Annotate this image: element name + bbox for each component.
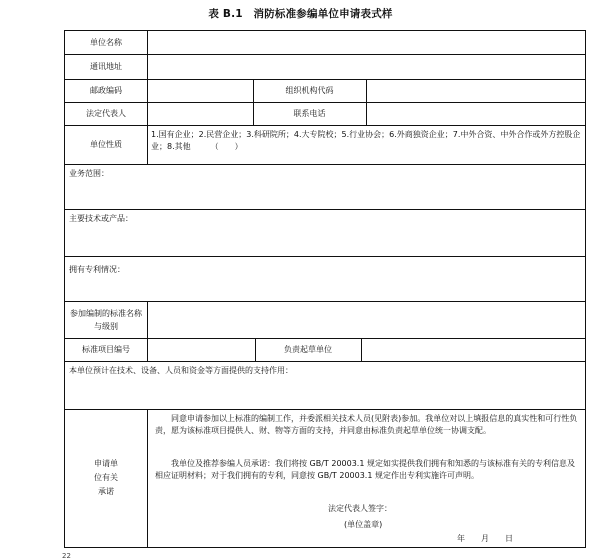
page-footer-mark: 22 — [62, 552, 71, 560]
label-address: 通讯地址 — [90, 61, 122, 71]
date-label: 年 月 日 — [457, 534, 513, 543]
field-phone[interactable] — [366, 102, 585, 125]
field-project-no[interactable] — [147, 338, 255, 361]
label-project-no: 标准项目编号 — [82, 344, 130, 354]
label-org-code: 组织机构代码 — [285, 85, 334, 95]
label-unit-name: 单位名称 — [90, 37, 122, 47]
label-patents: 拥有专利情况： — [69, 265, 125, 274]
field-drafting-unit[interactable] — [361, 338, 585, 361]
label-commitment: 申请单位有关承诺 — [94, 459, 118, 496]
label-participating-std: 参加编制的标准名称与级别 — [70, 309, 142, 331]
label-postal-code: 邮政编码 — [90, 85, 122, 95]
commitment-para-2: 我单位及推荐参编人员承诺：我们将按 GB/T 20003.1 规定如实提供我们拥有和知悉的与该标准有关的专利信息及相应证明材料；对于我们拥有的专利，同意按 GB/T 20003.1 规定作出专利实施许可声明。 — [155, 459, 575, 480]
field-org-code[interactable] — [366, 79, 585, 102]
label-unit-nature: 单位性质 — [90, 139, 122, 149]
field-postal-code[interactable] — [147, 79, 253, 102]
label-phone: 联系电话 — [293, 108, 326, 118]
field-address[interactable] — [147, 54, 585, 79]
label-legal-rep: 法定代表人 — [86, 108, 126, 118]
signature-label: 法定代表人签字： — [328, 504, 392, 513]
table-title: 表 B.1 消防标准参编单位申请表式样 — [208, 8, 393, 20]
unit-nature-options: 1.国有企业；2.民营企业；3.科研院所；4.大专院校；5.行业协会；6.外商独资企业；7.中外合资、中外合作或外方控股企业；8.其他 （ ） — [151, 130, 581, 151]
label-main-tech: 主要技术或产品： — [69, 214, 133, 223]
application-form-table — [64, 30, 586, 548]
field-participating-std[interactable] — [147, 301, 585, 338]
label-support: 本单位预计在技术、设备、人员和资金等方面提供的支持作用： — [69, 366, 293, 375]
label-drafting-unit: 负责起草单位 — [284, 344, 332, 354]
field-legal-rep[interactable] — [147, 102, 253, 125]
field-unit-name[interactable] — [147, 31, 585, 54]
label-business-scope: 业务范围： — [69, 169, 109, 178]
commitment-para-1: 同意申请参加以上标准的编制工作，并委派相关技术人员(见附表)参加。我单位对以上填报信息的真实性和可行性负责，愿为该标准项目提供人、财、物等方面的支持，并同意由标准负责起草单位统一协调支配。 — [155, 414, 578, 435]
seal-label: (单位盖章) — [344, 520, 383, 529]
